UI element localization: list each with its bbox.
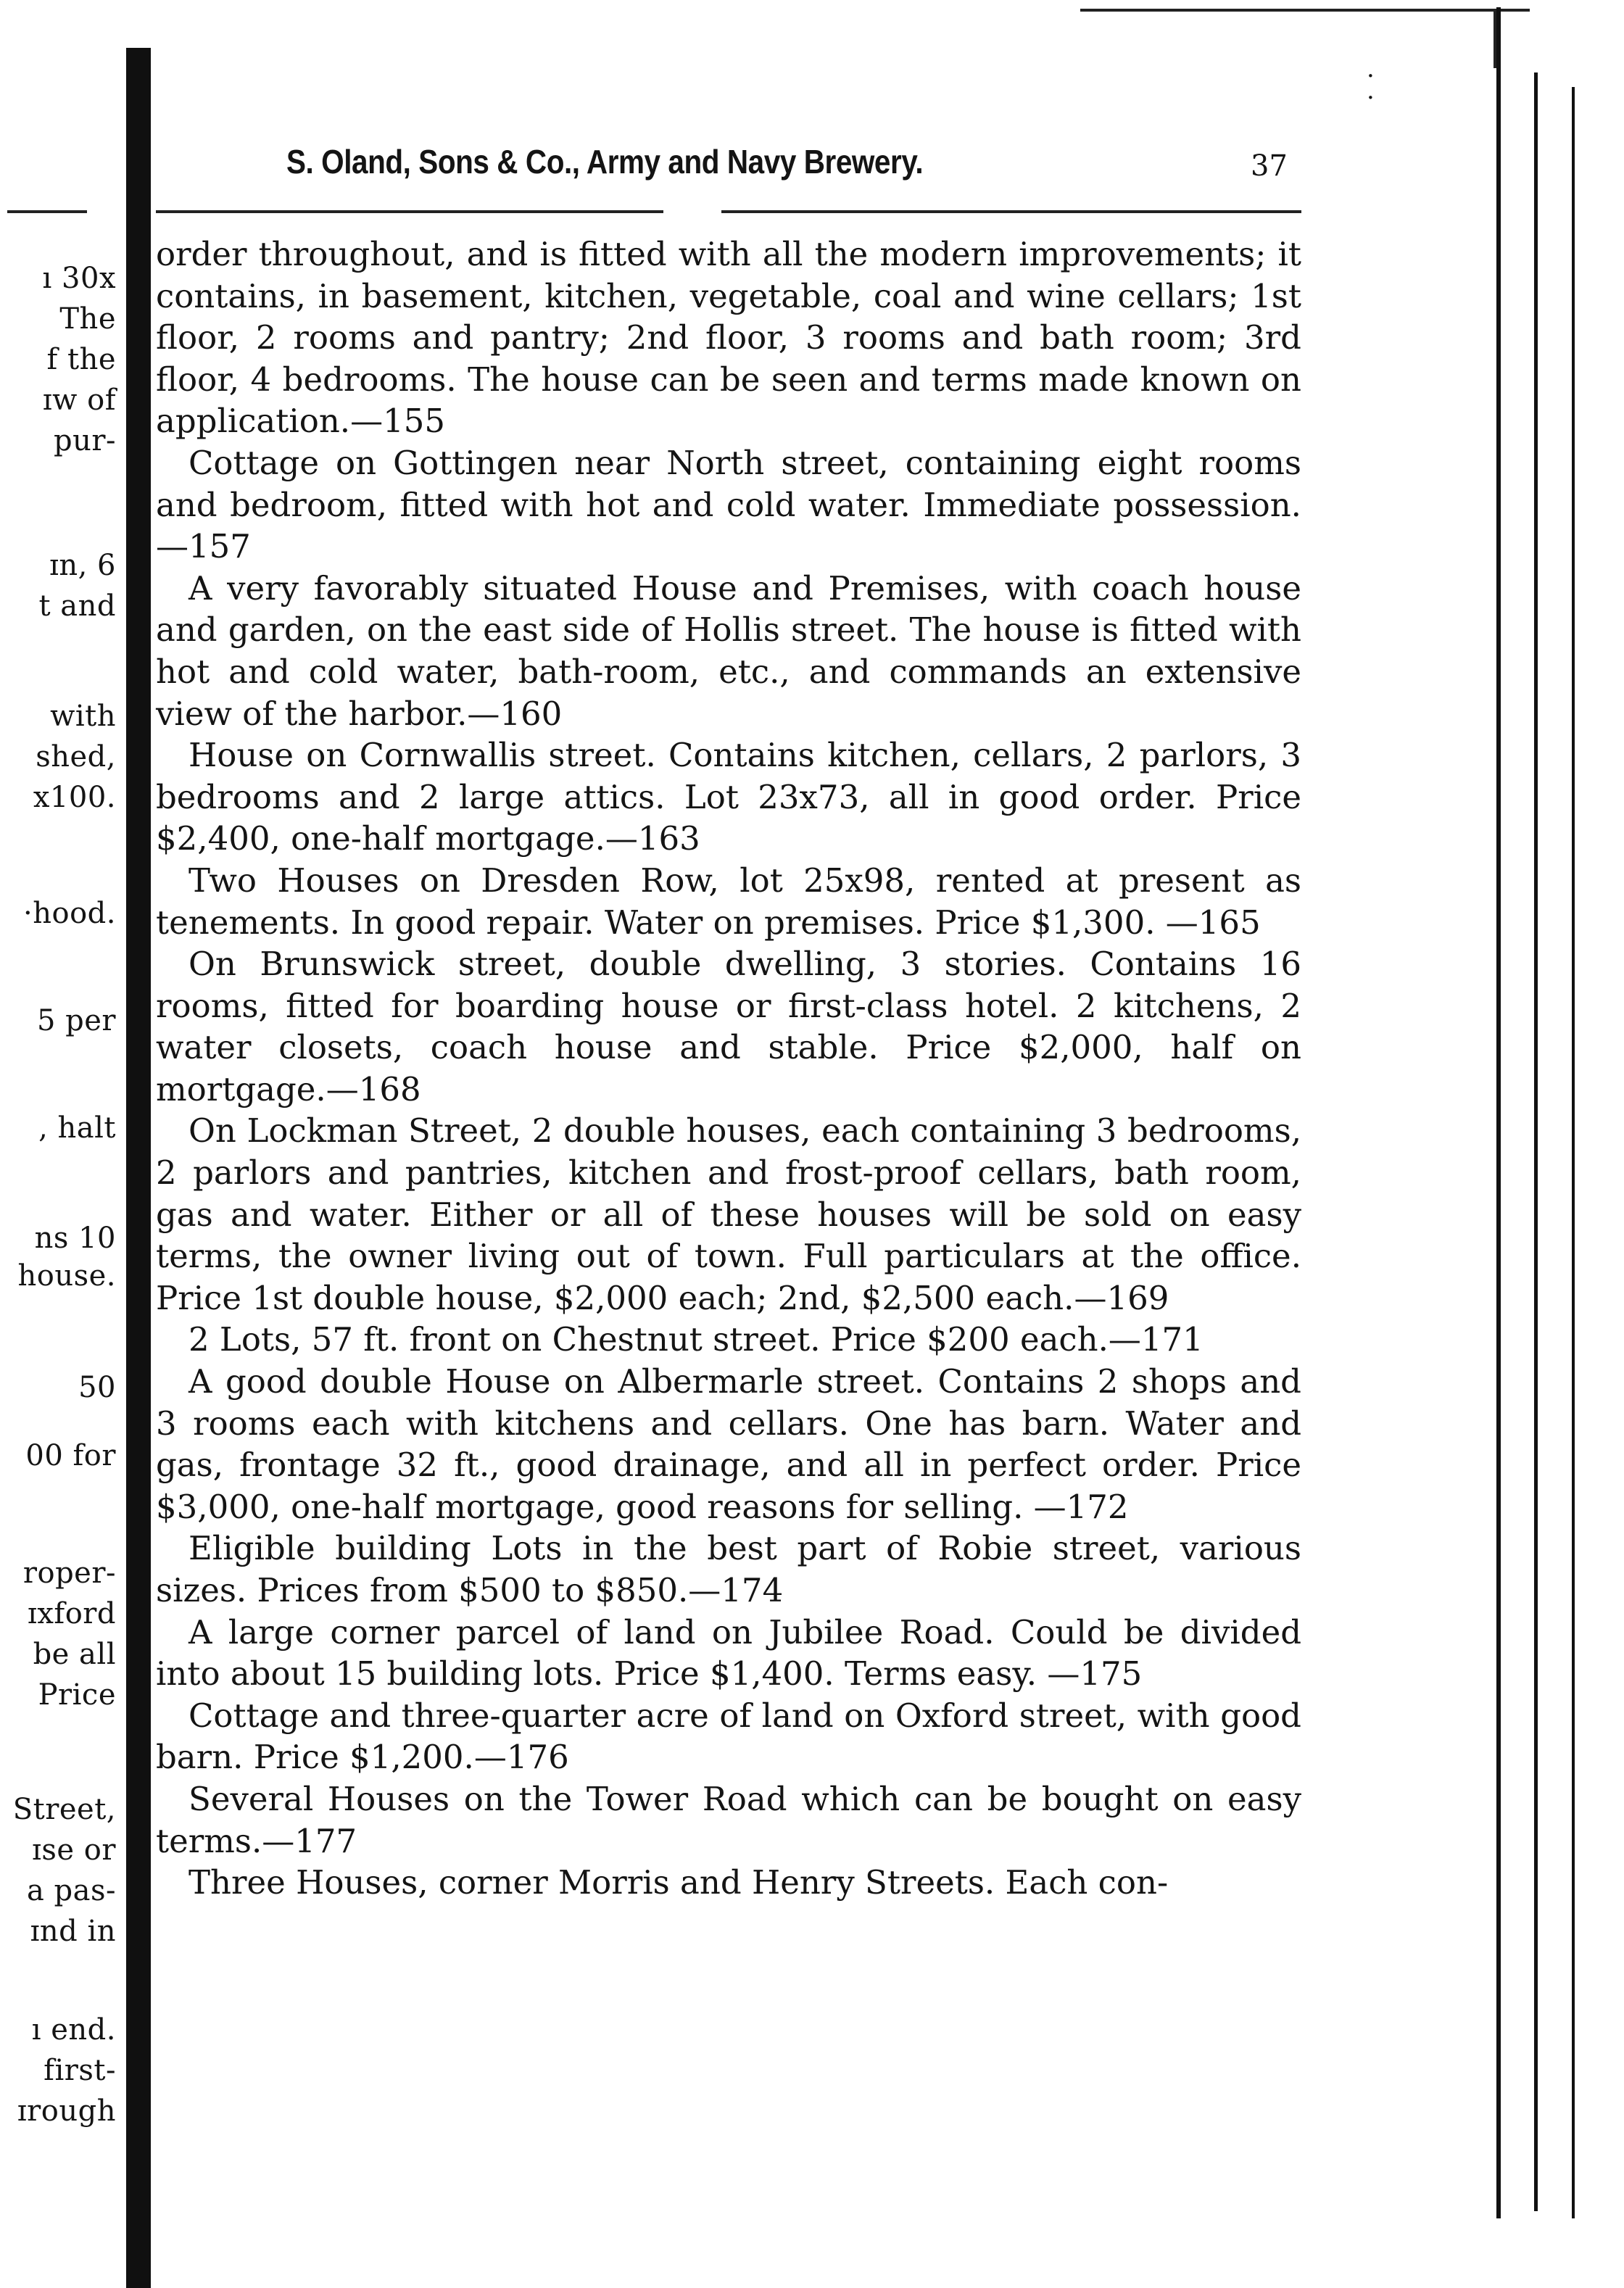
listing-entry: A large corner parcel of land on Jubilee Road. Could be divided into about 15 building lots. Price $1,400. Terms easy. —175	[156, 1612, 1301, 1694]
listing-text	[156, 233, 1301, 1904]
listing-entry: order throughout, and is fitted with all the modern improvements; it contains, in basement, kitchen, vegetable, coal and wine cellars; 1st floor, 2 rooms and pantry; 2nd floor, 3 rooms and bath room; 3rd floor, 4 bedrooms. The house can be seen and terms made known on application.—155	[156, 235, 1301, 441]
fragment: ·hood.	[23, 897, 116, 930]
facing-page-fragments	[0, 0, 126, 2288]
fragment: f the	[46, 343, 116, 376]
fragment: The	[59, 302, 116, 336]
fragment: ɪn, 6	[49, 549, 116, 582]
listing-entry: Eligible building Lots in the best part of Robie street, various sizes. Prices from $500 to $850.—174	[156, 1529, 1301, 1609]
fragment: ı end.	[31, 2013, 116, 2047]
listing-entry: Cottage and three-quarter acre of land on Oxford street, with good barn. Price $1,200.—176	[156, 1696, 1301, 1777]
fragment: Price	[38, 1678, 116, 1712]
fragment: , halt	[38, 1111, 116, 1145]
fragment: ns 10	[34, 1222, 116, 1255]
fragment: roper-	[22, 1557, 116, 1590]
fragment: x100.	[33, 781, 116, 814]
right-border-line-3	[1572, 87, 1575, 2218]
listing-entry: A very favorably situated House and Premises, with coach house and garden, on the east side of Hollis street. The house is fitted with hot and cold water, bath-room, etc., and commands an extensive view of the harbor.—160	[156, 568, 1301, 733]
fragment: ı 30x	[42, 262, 116, 295]
listing-entry: 2 Lots, 57 ft. front on Chestnut street. Price $200 each.—171	[188, 1320, 1204, 1359]
fragment: 50	[78, 1371, 116, 1404]
page-header	[286, 142, 1301, 193]
fragment: with	[50, 700, 116, 733]
listing-entry: Several Houses on the Tower Road which can be bought on easy terms.—177	[156, 1779, 1301, 1860]
fragment: t and	[38, 589, 116, 623]
right-border-line-1	[1496, 7, 1501, 2218]
fragment: 00 for	[25, 1439, 116, 1472]
header-rule-left	[156, 210, 663, 213]
header-rule-right	[721, 210, 1301, 213]
listing-entry: Cottage on Gottingen near North street, containing eight rooms and bedroom, fitted with hot and cold water. Immediate possession.—157	[156, 443, 1301, 566]
fragment: Street,	[12, 1793, 116, 1826]
fragment: ɪw of	[42, 384, 116, 417]
fragment: be all	[33, 1638, 116, 1671]
fragment: ɪxford	[28, 1597, 116, 1630]
listing-entry: Three Houses, corner Morris and Henry Streets. Each con-	[188, 1863, 1169, 1902]
fragment: shed,	[36, 740, 116, 774]
fragment: ɪrough	[17, 2094, 116, 2128]
fragment: ɪse or	[32, 1833, 116, 1867]
listing-entry: A good double House on Albermarle street. Contains 2 shops and 3 rooms each with kitchens and cellars. One has barn. Water and gas, frontage 32 ft., good drainage, and all in perfect order. Price $3,000, one-half mortgage, good reasons for selling. —172	[156, 1362, 1301, 1526]
fragment: house.	[17, 1259, 116, 1293]
page-header-title: S. Oland, Sons & Co., Army and Navy Brewery.	[286, 143, 924, 181]
listing-entry: On Lockman Street, 2 double houses, each containing 3 bedrooms, 2 parlors and pantries, kitchen and frost-proof cellars, bath room, gas and water. Either or all of these houses will be sold on easy terms, the owner living out of town. Full particulars at the office. Price 1st double house, $2,000 each; 2nd, $2,500 each.—169	[156, 1111, 1301, 1317]
fragment: 5 per	[36, 1004, 116, 1037]
fragment: a pas-	[26, 1874, 116, 1907]
page-number: 37	[1251, 149, 1288, 183]
right-border-line-2	[1534, 72, 1538, 2211]
binding-shadow	[126, 48, 151, 2288]
fragment: pur-	[53, 424, 116, 457]
scan-edge-top	[1080, 9, 1530, 12]
fragment: first-	[44, 2054, 116, 2087]
scan-speck: · ·	[1367, 62, 1375, 112]
listing-entry: Two Houses on Dresden Row, lot 25x98, rented at present as tenements. In good repair. Water on premises. Price $1,300. —165	[156, 861, 1301, 942]
listing-entry: On Brunswick street, double dwelling, 3 stories. Contains 16 rooms, fitted for boarding house or first-class hotel. 2 kitchens, 2 water closets, coach house and stable. Price $2,000, half on mortgage.—168	[156, 945, 1301, 1108]
fragment: ɪnd in	[30, 1915, 116, 1948]
listing-entry: House on Cornwallis street. Contains kitchen, cellars, 2 parlors, 3 bedrooms and 2 large attics. Lot 23x73, all in good order. Price $2,400, one-half mortgage.—163	[156, 736, 1301, 858]
left-header-rule	[7, 210, 87, 213]
